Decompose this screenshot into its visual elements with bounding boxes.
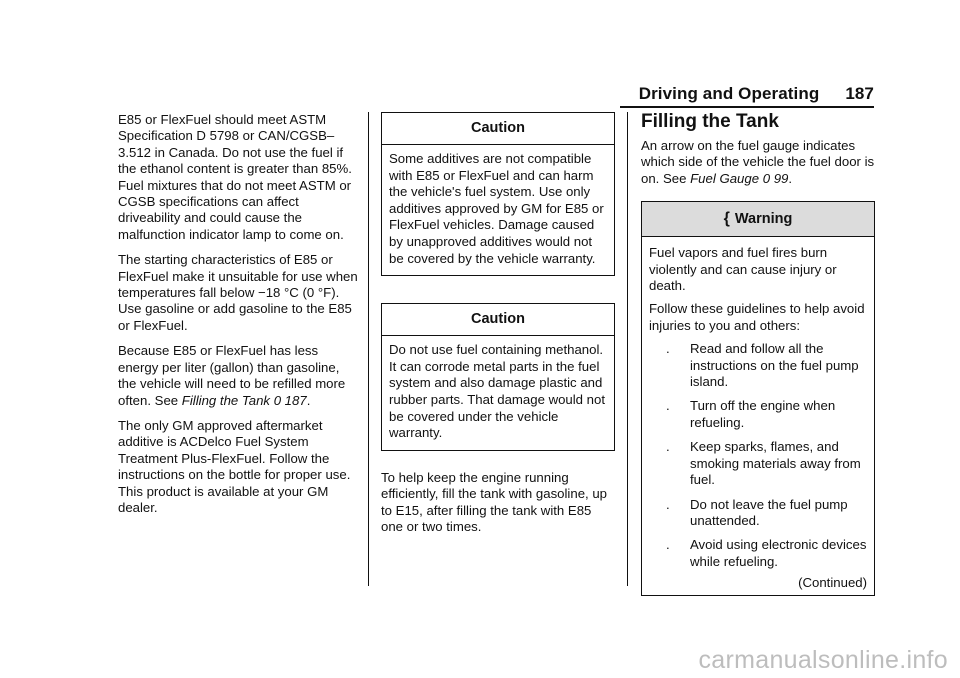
watermark: carmanualsonline.info (698, 646, 948, 674)
continued-label: (Continued) (798, 575, 867, 591)
header-rule (620, 106, 874, 108)
bullet-mark: . (666, 398, 670, 414)
caution-text: Some additives are not compatible with E85 or FlexFuel and can harm the vehicle's fuel system. Use only additives approved by GM for E85 or FlexFuel vehicles. Damage caused by unapproved additives would not be covered by the vehicle warranty. (389, 151, 604, 266)
column-divider-2 (627, 112, 628, 586)
bullet-mark: . (666, 496, 670, 512)
page-header (639, 84, 874, 104)
warning-text: Fuel vapors and fuel fires burn violently and can cause injury or death. (649, 245, 837, 294)
warning-box (641, 201, 875, 596)
paragraph-fuel-door: An arrow on the fuel gauge indicates which side of the vehicle the fuel door is on. See Fuel Gauge 0 99. (641, 138, 875, 186)
bullet-mark: . (666, 341, 670, 357)
caution-text: Do not use fuel containing methanol. It can corrode metal parts in the fuel system and also damage plastic and rubber parts. That damage would not be covered under the vehicle warranty. (389, 342, 606, 441)
column-divider-1 (368, 112, 369, 586)
paragraph-astm: E85 or FlexFuel should meet ASTM Specification D 5798 or CAN/CGSB–3.512 in Canada. Do not use the fuel if the ethanol content is greater than 85%. Fuel mixtures that do not meet ASTM or CGSB specifications can affect driveability and could cause the malfunction indicator lamp to come on. (118, 112, 352, 242)
paragraph-refill-gasoline: To help keep the engine running efficiently, fill the tank with gasoline, up to E15, after filling the tank with E85 one or two times. (381, 469, 608, 534)
filling-tank-link[interactable]: Filling the Tank 0 187 (181, 392, 307, 408)
paragraph-starting: The starting characteristics of E85 or FlexFuel make it unsuitable for use when temperatures fall below −18 °C (0 °F). Use gasoline or add gasoline to the E85 or FlexFuel. (118, 252, 358, 333)
warning-bullets (649, 341, 867, 570)
warning-guidelines: Follow these guidelines to help avoid injuries to you and others: (649, 301, 865, 333)
column-1 (118, 112, 358, 525)
warning-bullet: . Read and follow all the instructions on the fuel pump island. (666, 341, 859, 390)
warning-title: Warning (734, 211, 793, 228)
warning-header (642, 202, 874, 237)
caution-box-methanol (381, 303, 615, 451)
caution-box-additives (381, 112, 615, 276)
section-title: Driving and Operating (638, 84, 820, 103)
caution-title: Caution (382, 304, 614, 336)
paragraph-energy: Because E85 or FlexFuel has less energy per liter (gallon) than gasoline, the vehicle will need to be refilled more often. See Filling the Tank 0 187. (118, 343, 346, 408)
warning-bullet: . Turn off the engine when refueling. (666, 398, 836, 430)
bullet-mark: . (666, 439, 670, 455)
warning-bullet: . Keep sparks, flames, and smoking materials away from fuel. (666, 439, 861, 488)
caution-title: Caution (382, 113, 614, 145)
warning-icon: { (723, 210, 730, 228)
paragraph-additive: The only GM approved aftermarket additive is ACDelco Fuel System Treatment Plus-FlexFuel. Follow the instructions on the bottle for proper use. This product is available at your GM dealer. (118, 417, 351, 515)
warning-bullet: . Avoid using electronic devices while refueling. (666, 537, 867, 569)
page-number: 187 (845, 84, 874, 103)
fuel-gauge-link[interactable]: Fuel Gauge 0 99 (690, 170, 789, 186)
column-3 (641, 112, 875, 596)
bullet-mark: . (666, 537, 670, 553)
warning-bullet: . Do not leave the fuel pump unattended. (666, 496, 848, 528)
section-heading: Filling the Tank (641, 111, 779, 132)
column-2 (381, 112, 615, 535)
